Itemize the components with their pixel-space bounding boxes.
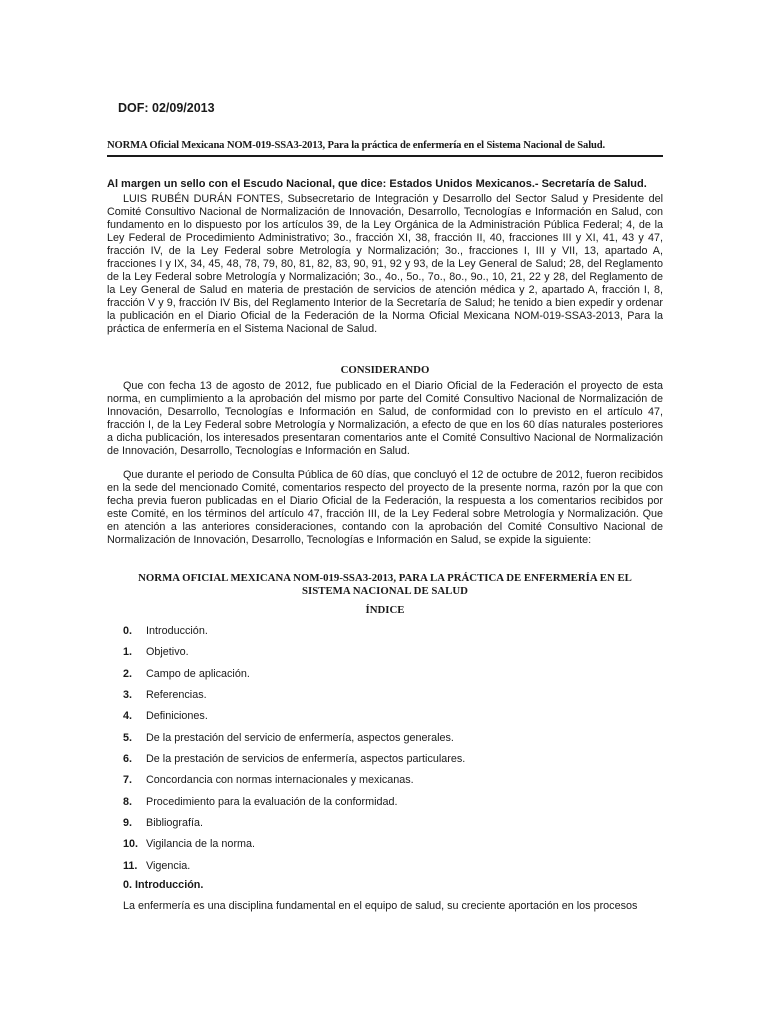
norma-heading-line1: NORMA OFICIAL MEXICANA NOM-019-SSA3-2013, PARA LA PRÁCTICA DE ENFERMERÍA EN EL [138,572,632,584]
toc-item [123,732,663,753]
toc-item [123,710,663,731]
toc-label: Definiciones. [146,710,208,723]
toc-item [123,625,663,646]
toc-label: Procedimiento para la evaluación de la conformidad. [146,795,398,808]
index-heading: ÍNDICE [365,604,405,616]
toc-number: 4. [123,710,133,723]
paragraph-considerando-2: Que durante el periodo de Consulta Pública de 60 días, que concluyó el 12 de octubre de 2012, fueron recibidos en la sede del mencionado Comité, comentarios respecto del proyecto de la presente norma, razón por la que con fecha previa fueron publicadas en el Diario Oficial de la Federación, la respuesta a los comentarios recibidos por este Comité, en los términos del artículo 47, fracción III, de la Ley Federal sobre Metrología y Normalización. Que en atención a las anteriores consideraciones, contando con la aprobación del Comité Consultivo Nacional de Normalización de Innovación, Desarrollo, Tecnologías e Información en Salud, se expide la siguiente: [107,469,663,547]
toc-label: Campo de aplicación. [146,667,250,680]
norma-heading-line2: SISTEMA NACIONAL DE SALUD [302,585,468,597]
toc-item [123,689,663,710]
toc-item [123,817,663,838]
toc-item [123,774,663,795]
toc-label: Vigencia. [146,859,191,872]
toc-number: 7. [123,774,133,787]
dof-date: DOF: 02/09/2013 [118,101,215,115]
title-underline [107,155,663,157]
toc-label: Bibliografía. [146,817,204,830]
paragraph-considerando-1: Que con fecha 13 de agosto de 2012, fue publicado en el Diario Oficial de la Federación el proyecto de esta norma, en cumplimiento a la aprobación del mismo por parte del Comité Consultivo Nacional de Normalización de Innovación, Desarrollo, Tecnologías e Información en Salud, de conformidad con lo previsto en el artículo 47, fracción I, de la Ley Federal sobre Metrología y Normalización, a efecto de que en los 60 días naturales posteriores a dicha publicación, los interesados presentaran comentarios ante el Comité Consultivo Nacional de Normalización de Innovación, Desarrollo, Tecnologías e Información en Salud. [107,380,663,458]
toc-number: 5. [123,731,133,744]
toc-item [123,838,663,859]
introduction-heading: 0. Introducción. [123,879,204,891]
toc-item [123,796,663,817]
section-heading-considerando: CONSIDERANDO [340,364,430,376]
toc-number: 3. [123,689,133,702]
toc-item [123,668,663,689]
toc-label: Objetivo. [146,646,189,659]
toc-item [123,646,663,667]
toc-label: De la prestación de servicios de enfermería, aspectos particulares. [146,753,466,766]
toc-number: 6. [123,753,133,766]
toc-item [123,753,663,774]
toc-number: 8. [123,795,133,808]
toc-number: 0. [123,625,133,637]
margin-seal-line: Al margen un sello con el Escudo Nacional, que dice: Estados Unidos Mexicanos.- Secretaría de Salud. [107,178,647,190]
toc-number: 2. [123,667,133,680]
toc-label: Referencias. [146,689,207,702]
toc-item [123,860,663,881]
introduction-text: La enfermería es una disciplina fundamental en el equipo de salud, su creciente aportación en los procesos [123,900,638,912]
toc-number: 9. [123,817,133,830]
norma-heading [107,572,663,598]
norma-title: NORMA Oficial Mexicana NOM-019-SSA3-2013, Para la práctica de enfermería en el Sistema Nacional de Salud. [107,140,605,151]
toc-label: Vigilancia de la norma. [146,838,256,851]
toc-label: Concordancia con normas internacionales y mexicanas. [146,774,414,787]
paragraph-preamble: LUIS RUBÉN DURÁN FONTES, Subsecretario de Integración y Desarrollo del Sector Salud y Presidente del Comité Consultivo Nacional de Normalización de Innovación, Desarrollo, Tecnologías e Información en Salud, con fundamento en lo dispuesto por los artículos 39, de la Ley Orgánica de la Administración Pública Federal; 4, de la Ley Federal de Procedimiento Administrativo; 3o., fracción XI, 38, fracción II, 40, fracciones III y XI, 41, 43 y 47, fracción IV, de la Ley Federal sobre Metrología y Normalización; 3o., fracciones I, III y VII, 13, apartado A, fracciones I y IX, 34, 45, 48, 78, 79, 80, 81, 82, 83, 90, 91, 92 y 93, de la Ley General de Salud; 28, del Reglamento de la Ley Federal sobre Metrología y Normalización; 3o., 4o., 5o., 7o., 8o., 9o., 10, 21, 22 y 28, del Reglamento de la Ley General de Salud en materia de prestación de servicios de atención médica y 2, apartado A, fracción I, 8, fracción V y 9, fracción IV Bis, del Reglamento Interior de la Secretaría de Salud; he tenido a bien expedir y ordenar la publicación en el Diario Oficial de la Federación de la Norma Oficial Mexicana NOM-019-SSA3-2013, Para la práctica de enfermería en el Sistema Nacional de Salud. [107,193,663,336]
toc-number: 11. [123,859,138,872]
toc-number: 10. [123,838,139,851]
toc-label: Introducción. [146,625,208,637]
toc-label: De la prestación del servicio de enfermería, aspectos generales. [146,731,454,744]
toc-number: 1. [123,646,133,659]
table-of-contents [123,625,663,881]
